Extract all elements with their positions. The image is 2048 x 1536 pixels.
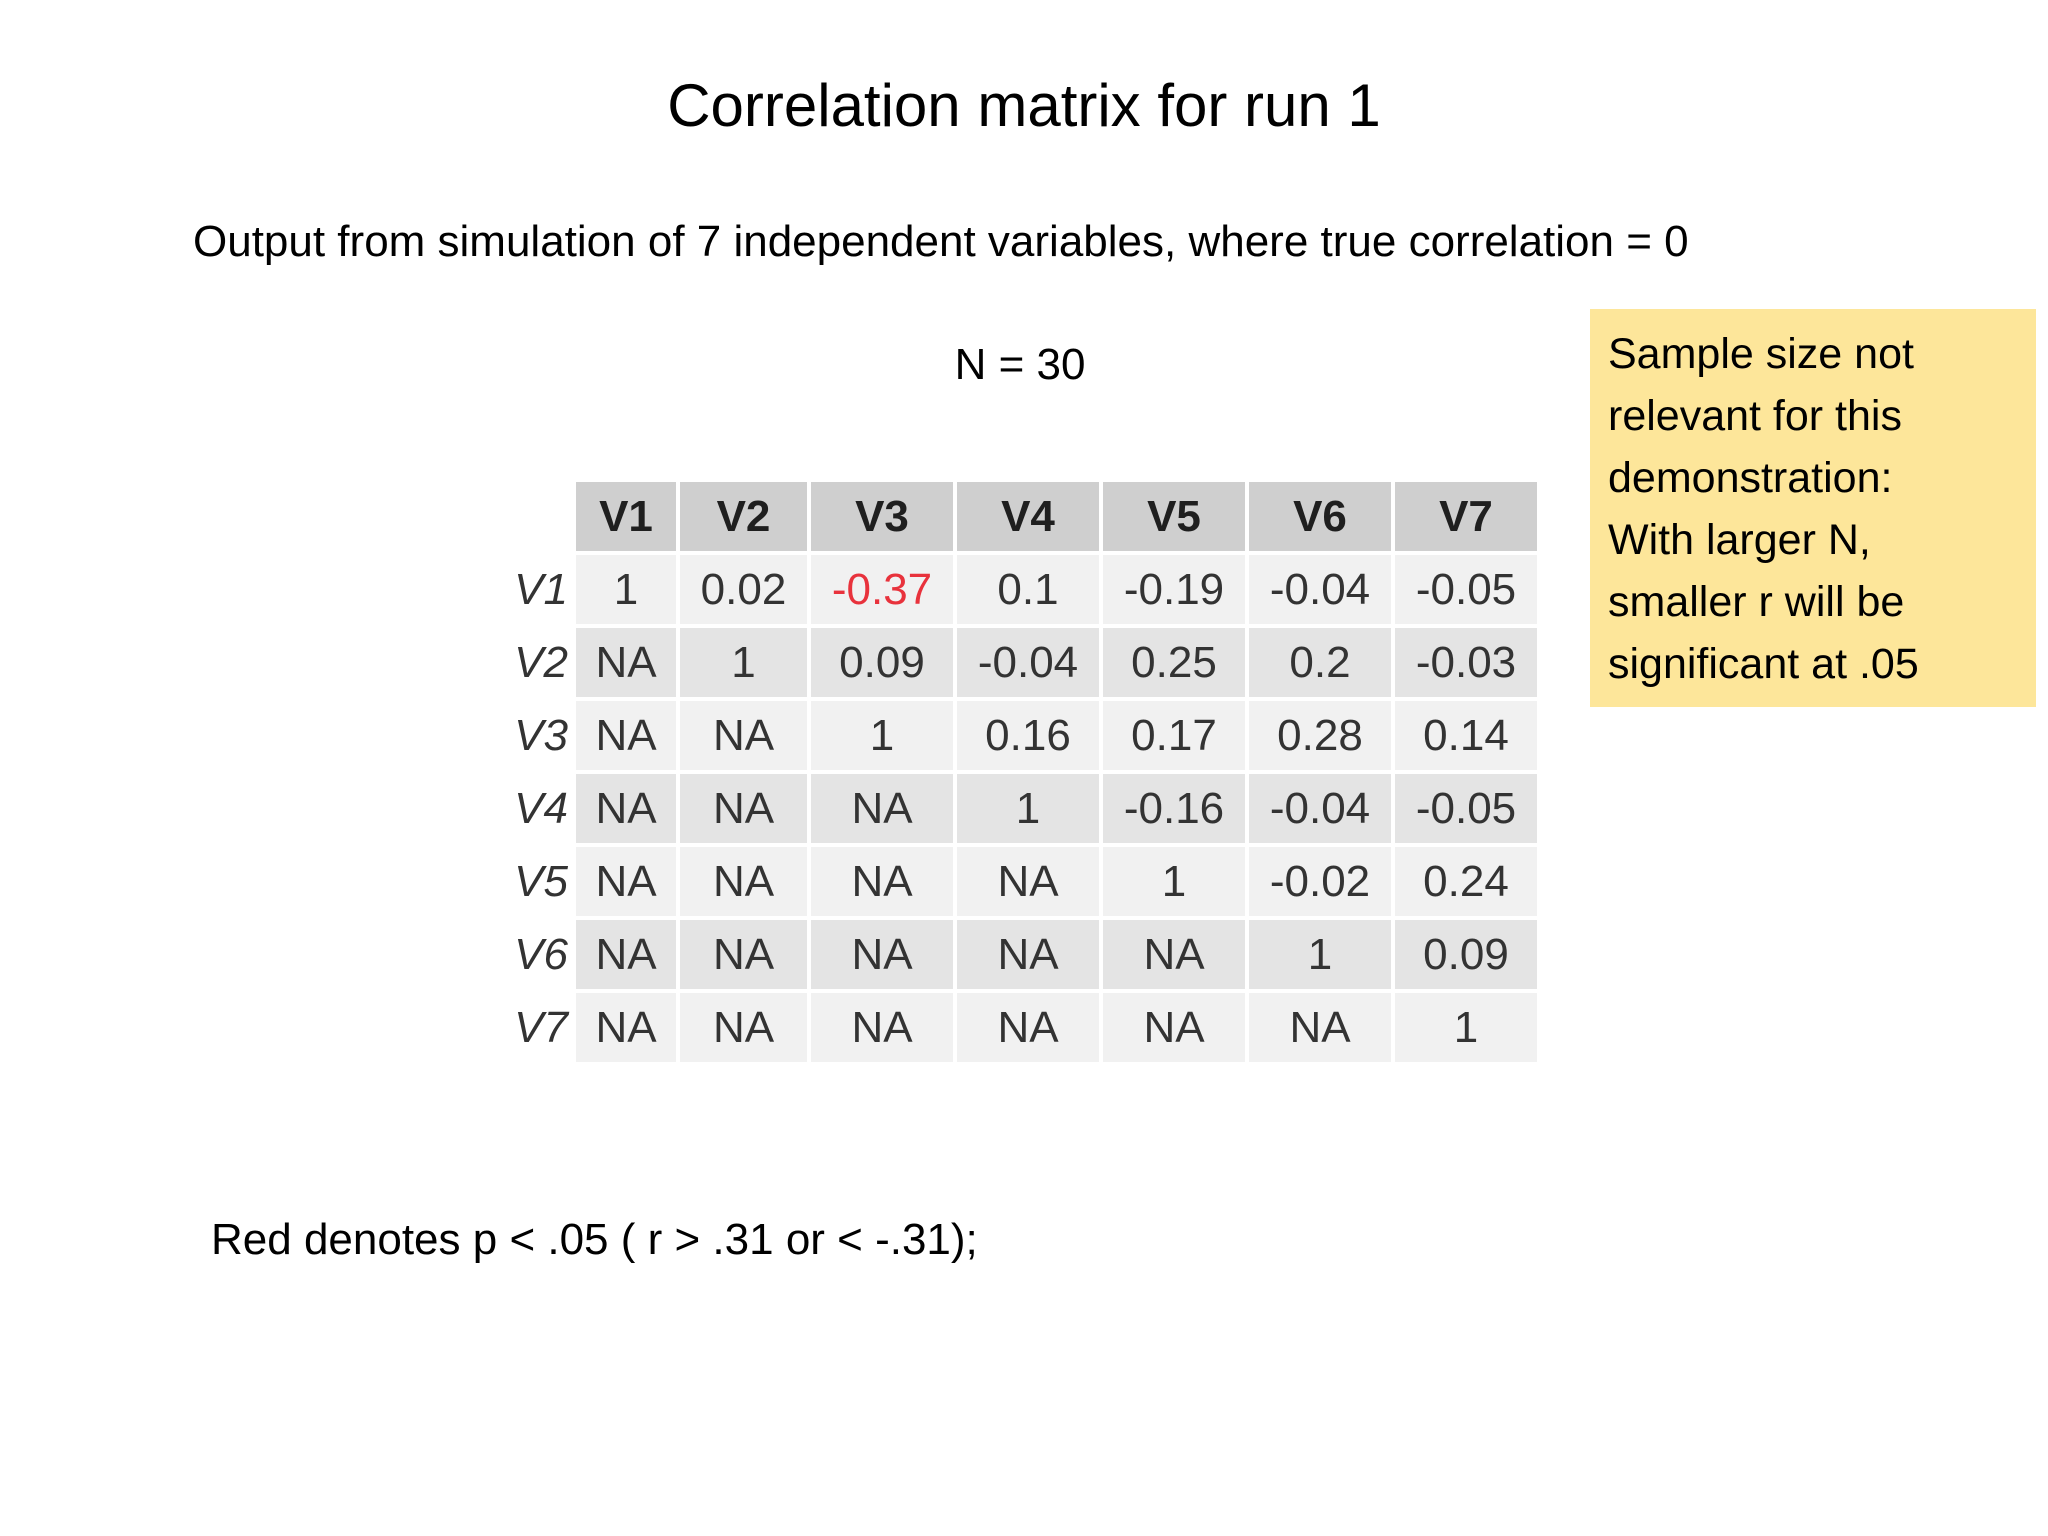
row-header-v7: V7: [514, 1002, 568, 1052]
matrix-cell: 1: [1249, 920, 1391, 989]
matrix-cell: 0.09: [811, 628, 953, 697]
matrix-cell: NA: [680, 920, 807, 989]
matrix-cell: NA: [576, 628, 676, 697]
note-line: significant at .05: [1608, 640, 1919, 688]
matrix-cell: 1: [1103, 847, 1245, 916]
note-line: smaller r will be: [1608, 578, 1905, 626]
matrix-cell: 1: [1395, 993, 1537, 1062]
matrix-cell: -0.19: [1103, 555, 1245, 624]
matrix-cell: NA: [576, 920, 676, 989]
matrix-cell: 0.28: [1249, 701, 1391, 770]
matrix-cell: 0.09: [1395, 920, 1537, 989]
matrix-cell: NA: [1103, 993, 1245, 1062]
column-header-v5: V5: [1103, 482, 1245, 551]
matrix-cell: NA: [680, 701, 807, 770]
matrix-cell: -0.05: [1395, 774, 1537, 843]
column-header-v6: V6: [1249, 482, 1391, 551]
matrix-cell: -0.04: [957, 628, 1099, 697]
matrix-cell: 1: [957, 774, 1099, 843]
matrix-cell: -0.04: [1249, 774, 1391, 843]
matrix-row: [504, 993, 1537, 1062]
row-header-v3: V3: [514, 710, 568, 760]
matrix-cell: -0.04: [1249, 555, 1391, 624]
matrix-cell: NA: [1103, 920, 1245, 989]
matrix-row: [504, 628, 1537, 697]
row-header-v1: V1: [514, 564, 568, 614]
matrix-corner: [504, 482, 572, 551]
slide-subtitle: Output from simulation of 7 independent variables, where true correlation = 0: [193, 217, 1689, 266]
matrix-cell: NA: [576, 847, 676, 916]
matrix-cell: NA: [576, 774, 676, 843]
matrix-row: [504, 555, 1537, 624]
matrix-cell: 0.2: [1249, 628, 1391, 697]
matrix-cell: 0.14: [1395, 701, 1537, 770]
matrix-row: [504, 774, 1537, 843]
matrix-cell: 0.02: [680, 555, 807, 624]
matrix-cell: NA: [811, 774, 953, 843]
significance-footnote: Red denotes p < .05 ( r > .31 or < -.31);: [211, 1215, 978, 1264]
matrix-cell: 0.1: [957, 555, 1099, 624]
matrix-cell: 1: [680, 628, 807, 697]
note-line: Sample size not: [1608, 330, 1914, 378]
row-header-v6: V6: [514, 929, 568, 979]
matrix-cell: -0.02: [1249, 847, 1391, 916]
note-line: relevant for this: [1608, 392, 1902, 440]
sample-size-label: N = 30: [954, 340, 1086, 389]
matrix-row: [504, 701, 1537, 770]
matrix-cell: 0.16: [957, 701, 1099, 770]
matrix-cell: 0.17: [1103, 701, 1245, 770]
row-header-v4: V4: [514, 783, 568, 833]
note-box: [1590, 309, 2036, 707]
matrix-cell: -0.16: [1103, 774, 1245, 843]
matrix-cell: NA: [957, 920, 1099, 989]
note-line: demonstration:: [1608, 454, 1893, 502]
matrix-cell: NA: [811, 993, 953, 1062]
column-header-v3: V3: [811, 482, 953, 551]
matrix-cell-significant: -0.37: [811, 555, 953, 624]
matrix-cell: NA: [680, 847, 807, 916]
column-header-v7: V7: [1395, 482, 1537, 551]
row-header-v5: V5: [514, 856, 568, 906]
matrix-cell: NA: [1249, 993, 1391, 1062]
correlation-table: [500, 478, 1541, 1066]
matrix-cell: NA: [957, 847, 1099, 916]
matrix-cell: NA: [811, 847, 953, 916]
matrix-cell: -0.05: [1395, 555, 1537, 624]
note-line: With larger N,: [1608, 516, 1871, 564]
row-header-v2: V2: [514, 637, 568, 687]
matrix-cell: 1: [811, 701, 953, 770]
matrix-cell: NA: [576, 701, 676, 770]
matrix-row: [504, 920, 1537, 989]
matrix-cell: 1: [576, 555, 676, 624]
matrix-header-row: [504, 482, 1537, 551]
column-header-v4: V4: [957, 482, 1099, 551]
column-header-v1: V1: [576, 482, 676, 551]
correlation-matrix: [500, 478, 1541, 1066]
matrix-cell: NA: [680, 774, 807, 843]
column-header-v2: V2: [680, 482, 807, 551]
matrix-cell: -0.03: [1395, 628, 1537, 697]
matrix-row: [504, 847, 1537, 916]
matrix-cell: NA: [957, 993, 1099, 1062]
matrix-cell: 0.24: [1395, 847, 1537, 916]
slide-title: Correlation matrix for run 1: [667, 72, 1381, 139]
matrix-cell: NA: [576, 993, 676, 1062]
matrix-cell: NA: [680, 993, 807, 1062]
matrix-cell: 0.25: [1103, 628, 1245, 697]
matrix-cell: NA: [811, 920, 953, 989]
